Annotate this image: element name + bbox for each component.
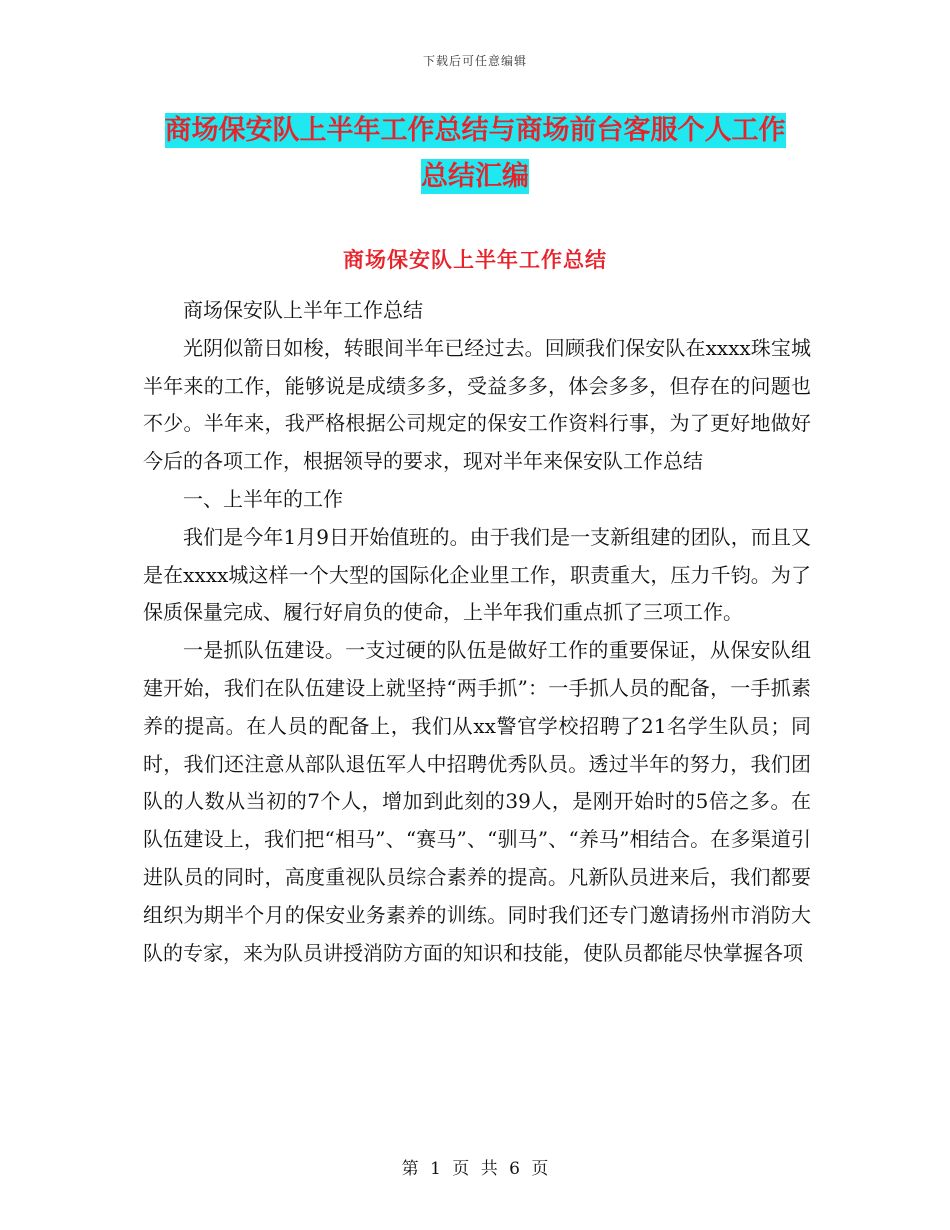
paragraph: 我们是今年1月9日开始值班的。由于我们是一支新组建的团队，而且又是在xxxx城这样一个大型的国际化企业里工作，职责重大，压力千钧。为了保质保量完成、履行好肩负的使命，上半年我们重点抓了三项工作。 (143, 524, 811, 625)
paragraph: 商场保安队上半年工作总结 (183, 298, 423, 322)
document-title-line1: 商场保安队上半年工作总结与商场前台客服个人工作 (164, 115, 786, 146)
paragraph: 一、上半年的工作 (183, 486, 343, 511)
document-body (143, 292, 811, 972)
paragraph: 一是抓队伍建设。一支过硬的队伍是做好工作的重要保证，从保安队组建开始，我们在队伍建设上就坚持“两手抓”：一手抓人员的配备，一手抓素养的提高。在人员的配备上，我们从xx警官学校招聘了21名学生队员；同时，我们还注意从部队退伍军人中招聘优秀队员。透过半年的努力，我们团队的人数从当初的7个人，增加到此刻的39人，是刚开始时的5倍之多。在队伍建设上，我们把“相马”、“赛马”、“驯马”、“养马”相结合。在多渠道引进队员的同时，高度重视队员综合素养的提高。凡新队员进来后，我们都要组织为期半个月的保安业务素养的训练。同时我们还专门邀请扬州市消防大队的专家，来为队员讲授消防方面的知识和技能，使队员都能尽快掌握各项 (143, 638, 811, 965)
paragraph: 光阴似箭日如梭，转眼间半年已经过去。回顾我们保安队在xxxx珠宝城半年来的工作，能够说是成绩多多，受益多多，体会多多，但存在的问题也不少。半年来，我严格根据公司规定的保安工作资料行事，为了更好地做好今后的各项工作，根据领导的要求，现对半年来保安队工作总结 (143, 335, 811, 474)
section-title: 商场保安队上半年工作总结 (343, 248, 607, 272)
page-number: 第 1 页 共 6 页 (401, 1159, 549, 1179)
document-title-line2: 总结汇编 (421, 161, 529, 192)
document-title (120, 108, 830, 200)
page-header-note: 下载后可任意编辑 (422, 54, 527, 68)
